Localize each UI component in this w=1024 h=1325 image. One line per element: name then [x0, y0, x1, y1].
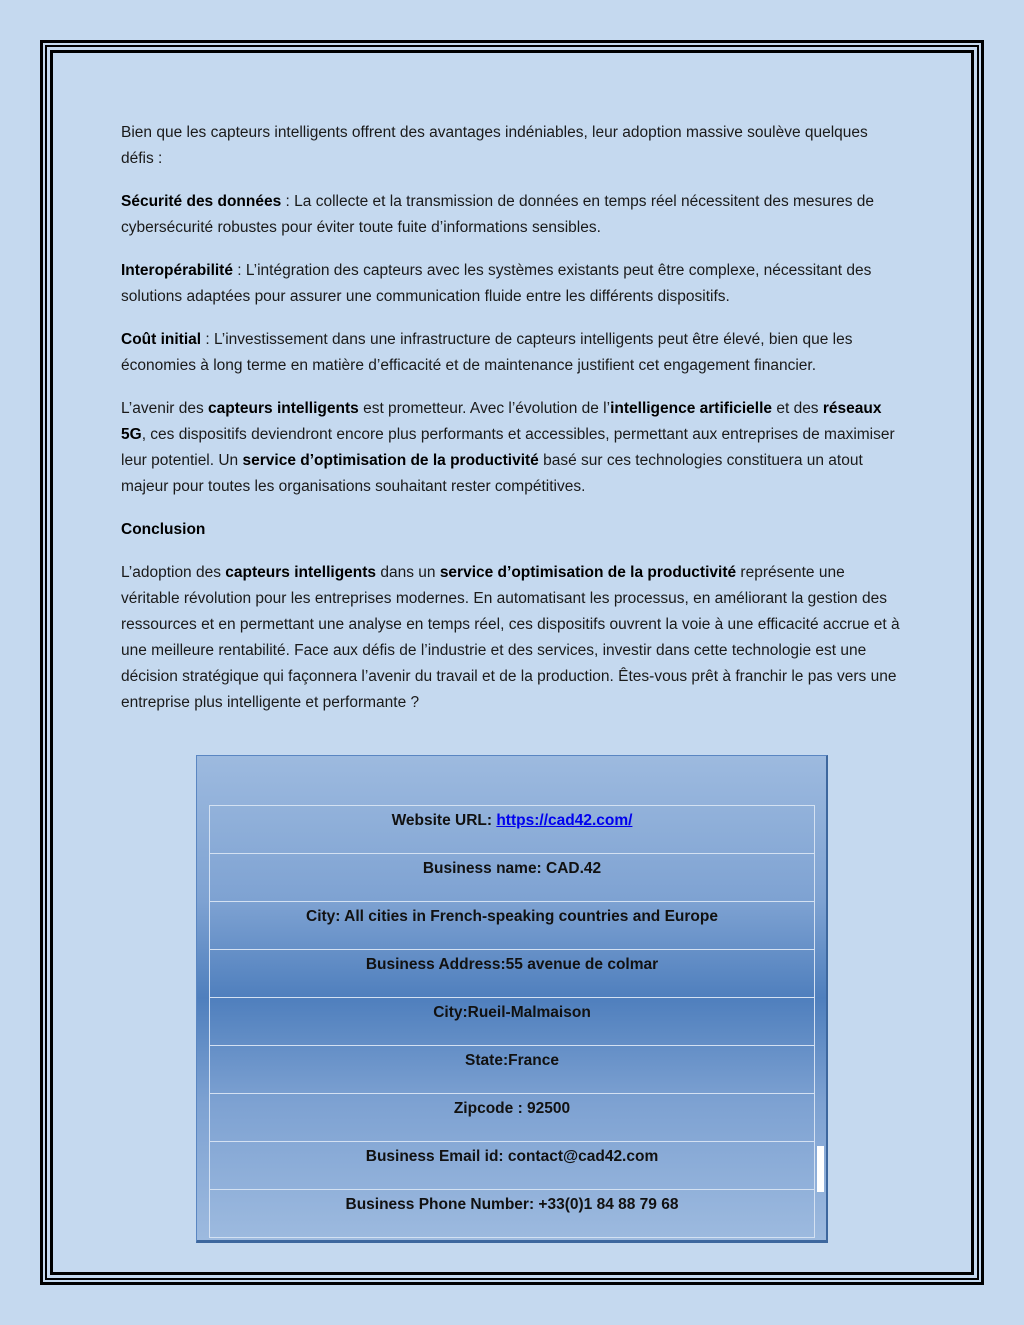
bold-run: intelligence artificielle — [610, 400, 773, 417]
business-name-row: Business name: CAD.42 — [210, 854, 815, 902]
business-address-row: Business Address:55 avenue de colmar — [210, 950, 815, 998]
challenge-cost — [121, 327, 903, 379]
future-paragraph — [121, 396, 903, 500]
city-name-row: City:Rueil-Malmaison — [210, 998, 815, 1046]
challenge-text: : La collecte et la transmission de données en temps réel nécessitent des mesures de cybersécurité robustes pour éviter toute fuite d’informations sensibles. — [121, 193, 875, 236]
challenge-text: : L’investissement dans une infrastructure de capteurs intelligents peut être élevé, bien que les économies à long terme en matière d’efficacité et de maintenance justifient cet engagement financier. — [121, 331, 853, 374]
challenge-security — [121, 189, 903, 241]
challenge-title: Interopérabilité — [121, 262, 233, 279]
bold-run: service d’optimisation de la productivité — [439, 564, 737, 581]
business-info-table — [209, 805, 815, 1238]
document-body — [121, 120, 903, 733]
text-run: représente une véritable révolution pour les entreprises modernes. En automatisant les processus, en améliorant la gestion des ressources et en permettant une analyse en temps réel, ces dispositifs ouvrent la voie à une efficacité accrue et à une meilleure rentabilité. Face aux défis de l’industrie et des services, investir dans cette technologie est une décision stratégique qui façonnera l’avenir du travail et de la production. Êtes-vous prêt à franchir le pas vers une entreprise plus intelligente et performante ? — [121, 564, 900, 711]
challenge-text: : L’intégration des capteurs avec les systèmes existants peut être complexe, nécessitant des solutions adaptées pour assurer une communication fluide entre les différents dispositifs. — [121, 262, 872, 305]
text-run: dans un — [376, 564, 440, 581]
text-run: et des — [772, 400, 823, 417]
state-row: State:France — [210, 1046, 815, 1094]
website-label: Website URL: — [391, 812, 497, 829]
business-info-box — [196, 755, 828, 1243]
city-row: City: All cities in French-speaking countries and Europe — [210, 902, 815, 950]
zipcode-row: Zipcode : 92500 — [210, 1094, 815, 1142]
bold-run: capteurs intelligents — [208, 400, 359, 417]
phone-row: Business Phone Number: +33(0)1 84 88 79 68 — [210, 1190, 815, 1238]
challenge-interoperability — [121, 258, 903, 310]
bold-run: réseaux 5G — [121, 400, 882, 443]
challenge-title: Coût initial — [121, 331, 202, 348]
website-row — [210, 806, 815, 854]
conclusion-heading — [121, 517, 903, 543]
white-edge-tab — [817, 1146, 824, 1192]
bold-run: service d’optimisation de la productivité — [242, 452, 539, 469]
intro-paragraph: Bien que les capteurs intelligents offrent des avantages indéniables, leur adoption massive soulève quelques défis : — [121, 124, 868, 167]
conclusion-paragraph — [121, 560, 903, 716]
text-run: , ces dispositifs deviendront encore plus performants et accessibles, permettant aux entreprises de maximiser leur potentiel. Un — [121, 426, 895, 469]
text-run: est prometteur. Avec l’évolution de l’ — [358, 400, 611, 417]
text-run: L’avenir des — [121, 400, 209, 417]
website-link[interactable]: https://cad42.com/ — [496, 812, 633, 829]
bold-run: capteurs intelligents — [225, 564, 377, 581]
text-run: L’adoption des — [121, 564, 226, 581]
heading-text: Conclusion — [121, 521, 206, 538]
text-run: basé sur ces technologies constituera un atout majeur pour toutes les organisations souhaitant rester compétitives. — [121, 452, 863, 495]
challenge-title: Sécurité des données — [121, 193, 282, 210]
email-row: Business Email id: contact@cad42.com — [210, 1142, 815, 1190]
